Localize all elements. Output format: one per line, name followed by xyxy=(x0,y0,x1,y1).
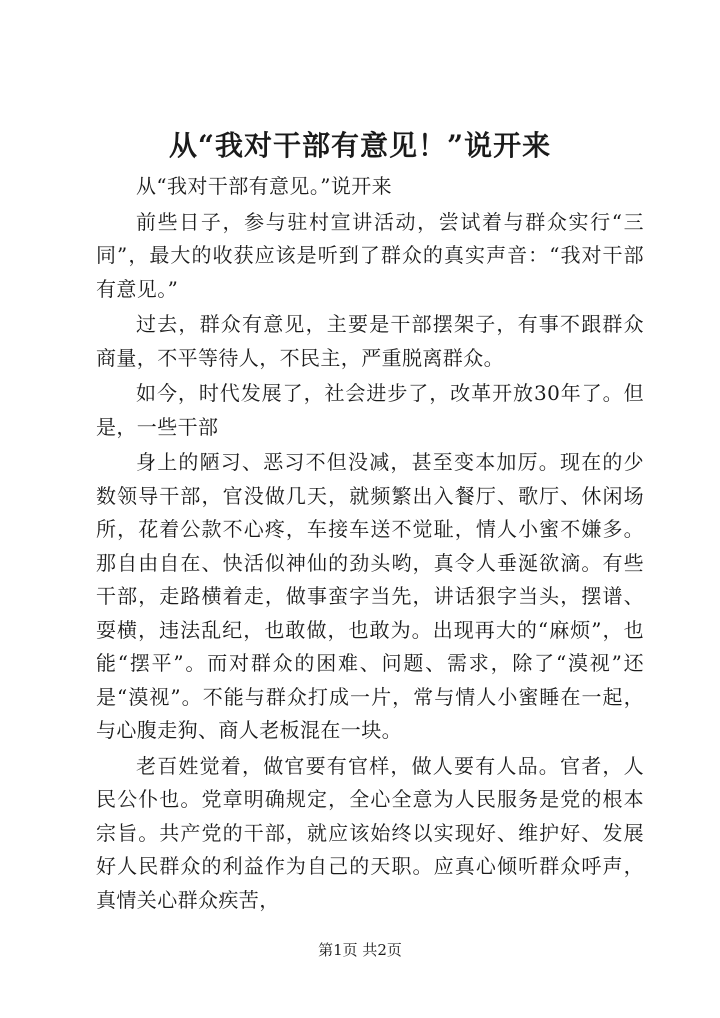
document-title: 从“我对干部有意见！”说开来 xyxy=(168,129,552,162)
paragraph: 过去，群众有意见，主要是干部摆架子，有事不跟群众商量，不平等待人，不民主，严重脱离群众。 xyxy=(96,312,644,370)
paragraph: 身上的陋习、恶习不但没减，甚至变本加厉。现在的少数领导干部，官没做几天，就频繁出入餐厅、歌厅、休闲场所，花着公款不心疼，车接车送不觉耻，情人小蜜不嫌多。那自由自在、快活似神仙的劲头哟，真令人垂涎欲滴。有些干部，走路横着走，做事蛮字当先，讲话狠字当头，摆谱、耍横，违法乱纪，也敢做，也敢为。出现再大的“麻烦”，也能“摆平”。而对群众的困难、问题、需求，除了“漠视”还是“漠视”。不能与群众打成一片，常与情人小蜜睡在一起，与心腹走狗、商人老板混在一块。 xyxy=(96,450,644,742)
paragraph: 如今，时代发展了，社会进步了，改革开放30年了。但是，一些干部 xyxy=(96,381,644,439)
document-body xyxy=(96,170,644,919)
page-footer: 第1页 共2页 xyxy=(318,941,402,959)
paragraph-subtitle: 从“我对干部有意见。”说开来 xyxy=(136,174,393,198)
paragraph: 前些日子，参与驻村宣讲活动，尝试着与群众实行“三同”，最大的收获应该是听到了群众的真实声音：“我对干部有意见。” xyxy=(96,209,644,301)
paragraph: 老百姓觉着，做官要有官样，做人要有人品。官者，人民公仆也。党章明确规定，全心全意为人民服务是党的根本宗旨。共产党的干部，就应该始终以实现好、维护好、发展好人民群众的利益作为自己的天职。应真心倾听群众呼声，真情关心群众疾苦， xyxy=(96,753,644,912)
